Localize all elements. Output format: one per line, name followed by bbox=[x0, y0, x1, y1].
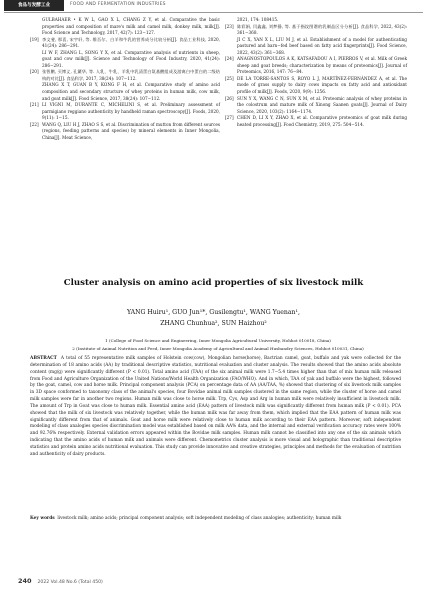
reference-number: [22] bbox=[30, 121, 39, 127]
reference-number bbox=[30, 82, 42, 102]
references-column-right bbox=[225, 17, 407, 128]
journal-tag: 食品与发酵工业 bbox=[4, 0, 64, 11]
abstract bbox=[30, 356, 401, 459]
reference-entry bbox=[30, 50, 220, 70]
abstract-text: A total of 55 representative milk samples of Holstein cow(cow), Mongolian horse(horse), Bactrian camel, goat, buffalo and yak were collected for the determination of 18 amino acids (AA) by traditional descriptive statistics, nutritional evaluation and cluster analysis. The results showed that the amino acids absolute content (mg/g) were significantly different (P < 0.01). Total amino acid (TAA) of the six animal milk were 1.7−5.4 times higher than that of mix human milk released from Food and Agriculture Organization of the United Nations/World Health Organization (FAO/WHO). And in which, TAA of yak and buffalo were the highest, followed by the goat, camel, cow and horse milk. Principal component analysis (PCA) on percentage data of AA (AA/TAA, %) showed that clustering of six livestock milk samples in 3D space conformed to taxonomy class of the animal's species, four Bovidae animal milk samples clustered in the same region, while the cluster of horse and camel milk samples were far in another two regions. Human milk was close to horse milk. Trp, Cys, Asp and Arg in human milk were relatively insufficient in livestock milk. The amount of Trp in Goat was close to human milk. Essential amino acid (EAA) pattern of livestock milk was significantly different from human milk (P < 0.01). PCA showed that the milk of six livestock was relatively together, while the human milk was far away from them, which implied that the EAA pattern of human milk was significantly different from that of animals. Goat and horse milk were relatively close to human milk according to their EAA pattern. Moreover, soft independent modeling of class analogies species discrimination model was established based on milk AA% data, and the internal and external verification accuracy rates were 100% and 92.76% respectively. External validation errors appeared within the Bovidae milk samples. Human milk cannot be classified into any one of the six animals which indicating that the amino acids of human milk and animals were different. Chemometrics cluster analysis is more visual and holographic than traditional descriptive statistics and protein amino acids nutritional evaluation. This study can provide innovative and creative strategies, principles and methods for the evaluation of nutrition and authenticity of dairy products. bbox=[30, 356, 402, 457]
running-header bbox=[0, 0, 427, 13]
reference-entry bbox=[30, 17, 220, 37]
header-divider bbox=[4, 12, 423, 13]
reference-text: 陈彩娟, 闫鑫鑫, 刘梦静, 等. 基于指纹图谱的乳制品区分分析[J]. 食品科学, 2022, 43(2): 361−368. bbox=[237, 23, 407, 36]
reference-text: ANAGNOSTOPOULOS A K, KATSAFADOU A I, PIERROS V, et al. Milk of Greek sheep and goat breeds; characterization by means of proteomics[J]. Journal of Proteomics, 2016, 147: 76−84. bbox=[237, 56, 407, 75]
reference-entry bbox=[225, 96, 407, 116]
reference-entry bbox=[30, 122, 220, 142]
references-column-left bbox=[30, 17, 220, 141]
reference-number: [24] bbox=[225, 56, 234, 62]
article-title: Cluster analysis on amino acid properties of six livestock milk bbox=[63, 278, 364, 288]
abstract-label: ABSTRACT bbox=[30, 356, 57, 361]
reference-text: 2021, 174: 108415. bbox=[237, 17, 279, 22]
reference-text: LI W F, ZHANG L, SONG Y X, et al. Comparative analysis of nutrients in sheep, goat and cow milk[J]. Science and Technology of Food Industry, 2020, 41(24): 286−291. bbox=[42, 49, 220, 68]
reference-entry bbox=[225, 56, 407, 76]
affiliation-2: 2 (Institute of Animal Nutrition and Feed, Inner Mongolia Academy of Agricultural and Animal Husbandry Sciences, Hohhot 010031, China) bbox=[72, 346, 364, 351]
reference-text: 张智鹏, 买博义, 孔繁华, 等. 人乳、牛乳、羊乳中乳清蛋白氨基酸组成及游离白中蛋白的二级结构的对比[J]. 食品科学, 2017, 38(24): 107−112. bbox=[42, 69, 220, 81]
reference-entry bbox=[30, 37, 220, 50]
keywords-label: Key words bbox=[30, 516, 55, 521]
reference-text: 李文斐, 那喜, 宋宇轩, 等. 维吾尔、白羊和牛乳的营养成分比较分析[J]. 食品工业科技, 2020, 41(24): 286−291. bbox=[42, 36, 220, 49]
journal-name: FOOD AND FERMENTATION INDUSTRIES bbox=[70, 2, 166, 7]
reference-text: GULBAHAER • K W L, GAO X L, CHANG Z Y, et al. Comparative the basic properties and composition of mare's milk and camel milk, donkey milk, milk[J]. Food Science and Technology, 2017, 42(7): 123−127. bbox=[42, 17, 220, 36]
reference-number: [26] bbox=[225, 95, 234, 101]
reference-number bbox=[225, 37, 237, 57]
reference-entry bbox=[30, 102, 220, 122]
keywords-text: livestock milk; amino acids; principal component analysis; soft independent modeling of class analogies; authenticity; human milk bbox=[57, 516, 342, 521]
reference-number: [19] bbox=[30, 36, 39, 42]
reference-number: [20] bbox=[30, 69, 39, 75]
reference-entry bbox=[225, 76, 407, 96]
author-line-1: YANG Huiru¹, GUO Jun¹*, Gusilengtu¹, WANG Yuenan¹, bbox=[127, 309, 300, 316]
volume-info: 2022 Vol.48 No.6 (Total 450) bbox=[37, 580, 103, 585]
reference-text: LI VIGNI M, DURANTE C, MICHELINI S, et al. Preliminary assessment of parmigiano reggiano authenticity by handheld raman spectroscopy[J]. Foods, 2020, 9(11): 1−15. bbox=[42, 102, 220, 121]
reference-entry bbox=[30, 82, 220, 102]
reference-text: WANG Q, LIU H J, ZHAO S S, et al. Discrimination of mutton from different sources (regions, feeding patterns and species) by mineral elements in Inner Mongolia, China[J]. Meat Science, bbox=[42, 121, 220, 140]
reference-number: [27] bbox=[225, 115, 234, 121]
reference-text: CHEN D, LI X Y, ZHAO X, et al. Comparative proteomics of goat milk during heated processing[J]. Food Chemistry, 2019, 275: 504−514. bbox=[237, 115, 407, 127]
reference-entry bbox=[30, 69, 220, 82]
reference-number: [25] bbox=[225, 75, 234, 81]
reference-entry bbox=[225, 24, 407, 37]
affiliation-1: 1 (College of Food Science and Engineering, Inner Mongolia Agricultural University, Hohhot 010018, China) bbox=[105, 338, 331, 343]
reference-text: DE LA TORRE-SANTOS S, ROYO L J, MARTÍNEZ-FERNÁNDEZ A, et al. The mode of grass supply to dairy cows impacts on fatty acid and antioxidant profile of milk[J]. Foods, 2020, 9(9): 1256. bbox=[237, 75, 407, 95]
reference-text: ZHANG X T, GUAN B Y, KONG F H, et al. Comparative study of amino acid composition and secondary structure of whey proteins in human milk, cow milk, and goat milk[J]. Food Science, 2017, 38(24): 107−112. bbox=[42, 82, 220, 101]
author-line-2: ZHANG Chunhua², SUN Haizhou² bbox=[160, 320, 267, 327]
reference-entry bbox=[225, 37, 407, 57]
reference-number bbox=[30, 17, 42, 37]
reference-text: JI C X, YAN X L, LIU M J, et al. Establishment of a model for authenticating pastured and barn−fed beef based on fatty acid fingerprints[J]. Food Science, 2022, 43(2): 361−368. bbox=[237, 36, 407, 55]
page-footer bbox=[18, 577, 103, 585]
reference-number: [23] bbox=[225, 23, 234, 29]
reference-number: [21] bbox=[30, 102, 39, 108]
reference-text: SUN Y X, WANG C N, SUN X M, et al. Proteomic analysis of whey proteins in the colostrum and mature milk of Xinong Saanen goats[J]. Journal of Dairy Science, 2020, 103(2): 1164−1174. bbox=[237, 95, 407, 114]
page-number: 240 bbox=[18, 577, 32, 585]
reference-number bbox=[30, 50, 42, 70]
reference-entry bbox=[225, 115, 407, 128]
keywords bbox=[30, 516, 401, 523]
